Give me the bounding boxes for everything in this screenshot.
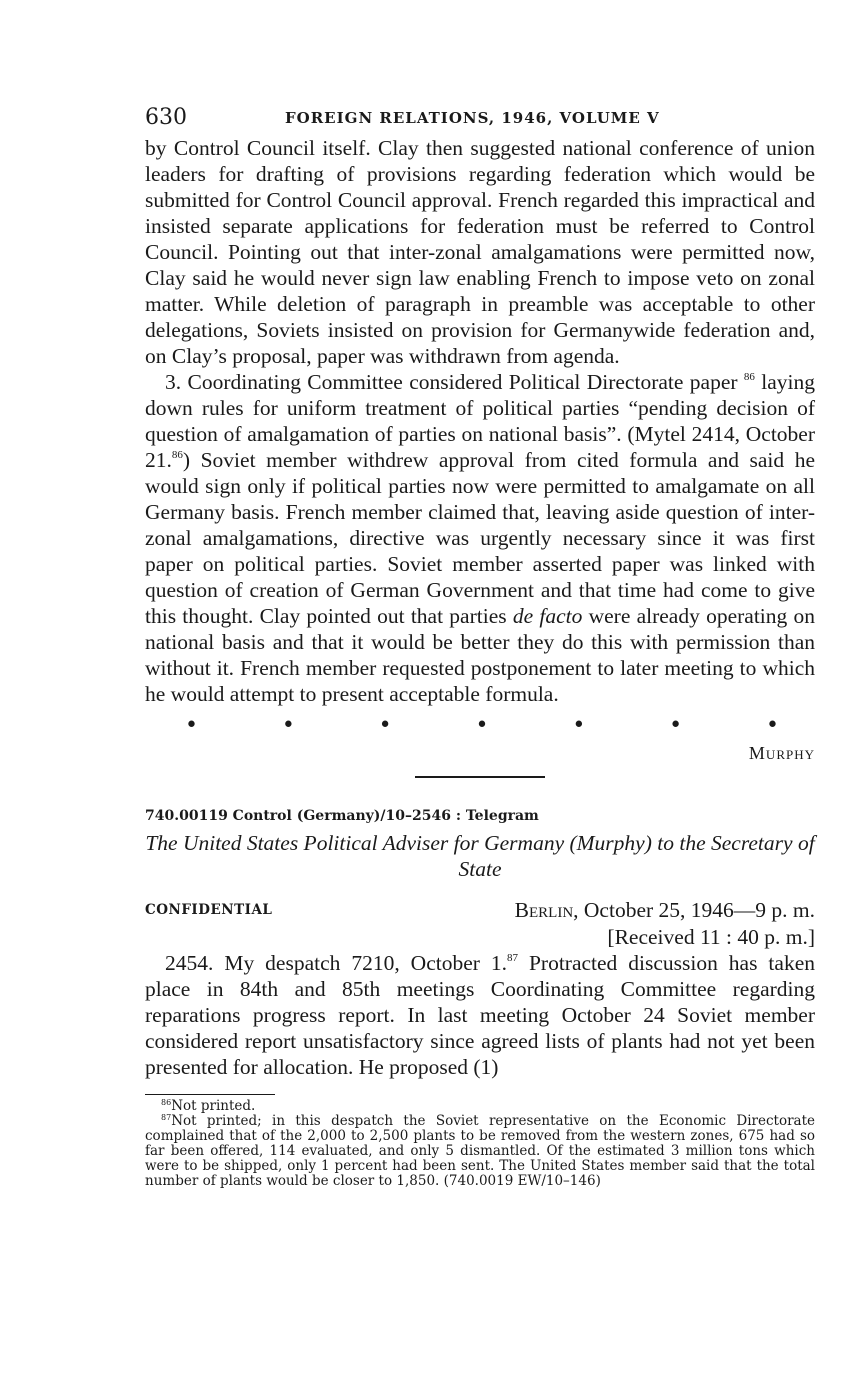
section-divider	[415, 776, 545, 778]
dateline	[515, 898, 815, 923]
received-note: [Received 11 : 40 p. m.]	[607, 925, 815, 949]
text-run: 2454. My despatch 7210, October 1.	[165, 951, 507, 975]
text-run: 3. Coordinating Committee considered Political Directorate paper	[165, 370, 744, 394]
continuation-text	[145, 135, 815, 707]
footnote-mark: 87	[161, 1113, 172, 1122]
omission-dot: •	[378, 713, 392, 738]
omission-dots	[145, 715, 815, 737]
footnote-ref-86: 86	[171, 449, 183, 461]
document-title: The United States Political Adviser for Germany (Murphy) to the Secretary of State	[145, 831, 815, 881]
telegram-body	[145, 950, 815, 1080]
page-number: 630	[145, 105, 187, 130]
omission-dot: •	[281, 713, 295, 738]
footnotes	[145, 1099, 815, 1189]
omission-dot: •	[765, 713, 779, 738]
text-run: Protracted discussion has taken place in 84th and 85th meetings Coordinating Committee regarding reparations progress report. In last meeting October 24 Soviet member considered report unsatisfactory since agreed lists of plants had not yet been presented for allocation. He proposed (1)	[145, 951, 815, 1079]
footnote-ref-86: 86	[743, 371, 755, 383]
footnote-mark: 86	[161, 1098, 172, 1107]
omission-dot: •	[475, 713, 489, 738]
footnote-text: Not printed; in this despatch the Soviet representative on the Economic Directorate complained that of the 2,000 to 2,500 plants to be removed from the western zones, 675 had so far been offered, 114 evaluated, and only 5 dismantled. Of the estimated 3 million tons which were to be shipped, only 1 percent had been sent. The United States member said that the total number of plants would be closer to 1,850. (740.0019 EW/10–146)	[145, 1113, 815, 1189]
paragraph-item-3	[145, 369, 815, 707]
footnote-divider	[145, 1094, 275, 1095]
signature: Murphy	[748, 743, 815, 763]
dateline-date: , October 25, 1946—9 p. m.	[573, 898, 815, 922]
classification-label: CONFIDENTIAL	[145, 902, 273, 918]
omission-dot: •	[572, 713, 586, 738]
text-run: were already operating on national basis and that it would be better they do this with permission than without it. French member requested postponement to later meeting to which he would attempt to present acceptable formula.	[145, 604, 815, 706]
text-run: laying down rules for uniform treatment of political parties “pending decision of question of amalgamation of parties on national basis”. (Mytel 2414, October 21.	[145, 370, 815, 472]
running-header	[145, 105, 815, 135]
file-reference: 740.00119 Control (Germany)/10–2546 : Telegram	[145, 808, 539, 824]
footnote-87	[145, 1114, 815, 1189]
omission-dot: •	[669, 713, 683, 738]
text-run: ) Soviet member withdrew approval from cited formula and said he would sign only if political parties now were permitted to amalgamate on all Germany basis. French member claimed that, leaving aside question of inter-zonal amalgamations, directive was urgently necessary since it was first paper on political parties. Soviet member asserted paper was linked with question of creation of German Government and that time had come to give this thought. Clay pointed out that parties	[145, 448, 815, 628]
italic-term: de facto	[512, 604, 583, 628]
paragraph-continued: by Control Council itself. Clay then suggested national conference of union leaders for drafting of provisions regarding federation which would be submitted for Control Council approval. French regarded this impractical and insisted separate applications for federation must be referred to Control Council. Pointing out that inter-zonal amalgamations were permitted now, Clay said he would never sign law enabling French to impose veto on zonal matter. While deletion of paragraph in preamble was acceptable to other delegations, Soviets insisted on provision for Germanywide federation and, on Clay’s proposal, paper was withdrawn from agenda.	[145, 136, 815, 368]
dateline-row	[145, 898, 815, 924]
footnote-text: Not printed.	[171, 1098, 256, 1114]
omission-dot: •	[185, 713, 198, 738]
footnote-86	[145, 1099, 815, 1114]
footnote-ref-87: 87	[507, 952, 518, 964]
document-page	[145, 105, 815, 1189]
dateline-place: Berlin	[514, 898, 574, 922]
telegram-paragraph	[145, 950, 815, 1080]
running-title: FOREIGN RELATIONS, 1946, VOLUME V	[285, 109, 660, 127]
